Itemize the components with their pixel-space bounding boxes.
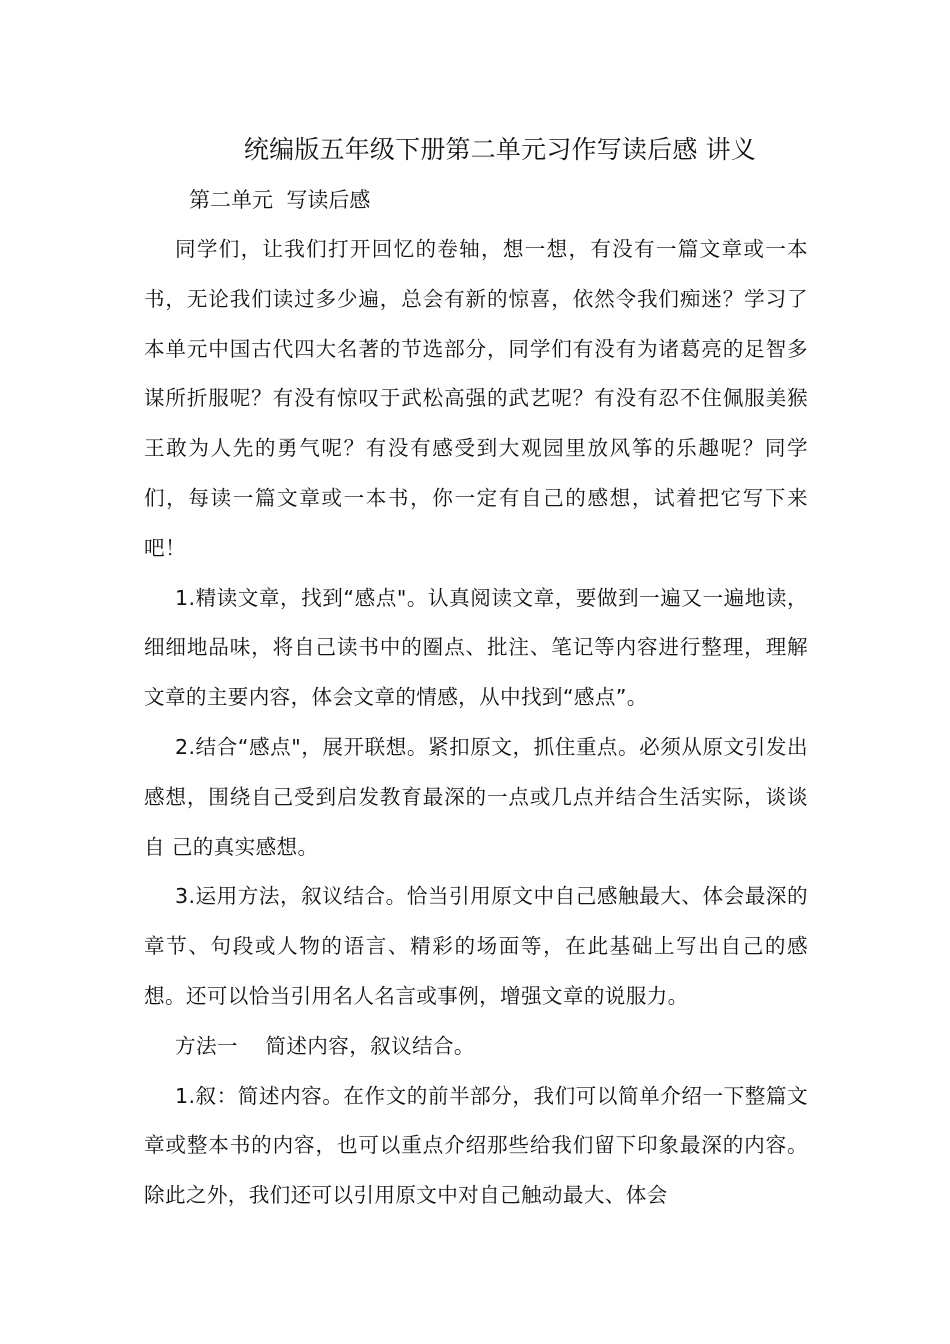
- paragraph-method-1: 1.叙：简述内容。在作文的前半部分，我们可以简单介绍一下整篇文章或整本书的内容，也可以重点介绍那些给我们留下印象最深的内容。除此之外，我们还可以引用原文中对自己触动最大、体会: [144, 1083, 808, 1208]
- paragraph-method-heading: 方法一 简述内容，叙议结合。: [175, 1033, 475, 1058]
- unit-subtitle: 第二单元 写读后感: [189, 188, 371, 212]
- paragraph-step-3: 3.运用方法，叙议结合。恰当引用原文中自己感触最大、体会最深的章节、句段或人物的语言、精彩的场面等，在此基础上写出自己的感想。还可以恰当引用名人名言或事例，增强文章的说服力。: [144, 884, 808, 1008]
- document-title: 统编版五年级下册第二单元习作写读后感 讲义: [243, 135, 757, 164]
- paragraph-step-1: 1.精读文章，找到“感点"。认真阅读文章，要做到一遍又一遍地读，细细地品味，将自己读书中的圈点、批注、笔记等内容进行整理，理解文章的主要内容，体会文章的情感，从中找到“感点”。: [144, 585, 808, 710]
- paragraph-intro: 同学们，让我们打开回忆的卷轴，想一想，有没有一篇文章或一本书，无论我们读过多少遍，总会有新的惊喜，依然令我们痴迷？学习了本单元中国古代四大名著的节选部分，同学们有没有为诸葛亮的足智多谋所折服呢？有没有惊叹于武松高强的武艺呢？有没有忍不住佩服美猴王敢为人先的勇气呢？有没有感受到大观园里放风筝的乐趣呢？同学们，每读一篇文章或一本书，你一定有自己的感想，试着把它写下来吧！: [144, 237, 808, 560]
- document-body: [144, 225, 808, 1221]
- paragraph-step-2: 2.结合“感点"，展开联想。紧扣原文，抓住重点。必须从原文引发出感想，围绕自己受到启发教育最深的一点或几点并结合生活实际，谈谈自 己的真实感想。: [144, 734, 808, 859]
